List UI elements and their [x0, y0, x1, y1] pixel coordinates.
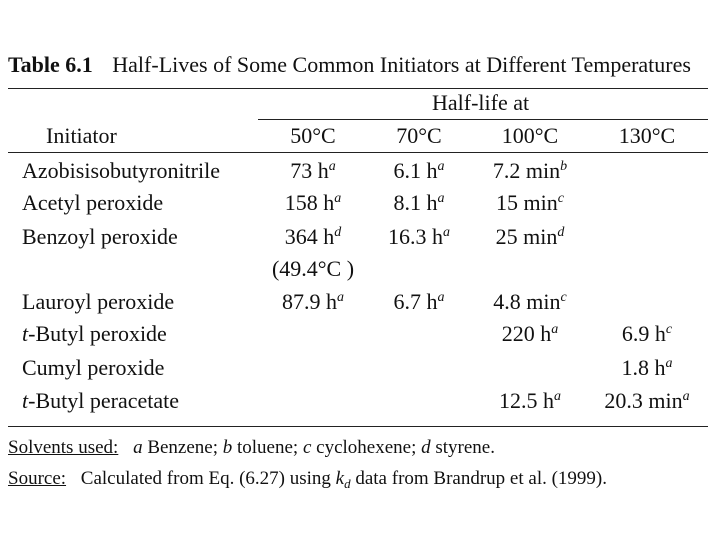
half-life-70c: 6.7 $h^a$ [393, 289, 445, 314]
table-number: Table 6.1 [8, 52, 93, 77]
source-label: Source: [8, 468, 67, 489]
half-life-100c: 12.5 $h^a$ [499, 388, 561, 413]
header-70c: 70°C [396, 123, 442, 148]
half-life-130c: 1.8 $h^a$ [621, 355, 673, 380]
table-title: Half-Lives of Some Common Initiators at Different Temperatures [112, 52, 691, 77]
half-life-50c: 87.9 $h^a$ [282, 289, 344, 314]
solvents-footnote [8, 437, 495, 459]
header-group-label: Half-life at [432, 90, 530, 115]
half-life-70c: 6.1 $h^a$ [393, 158, 445, 183]
initiator-name: Lauroyl peroxide [22, 289, 175, 314]
header-130c: 130°C [618, 123, 676, 148]
half-life-70c: 16.3 $h^a$ [388, 224, 450, 249]
initiator-name: Azobisisobutyronitrile [22, 158, 220, 183]
table-caption [8, 52, 691, 78]
initiator-name: t-Butyl peroxide [22, 321, 167, 346]
header-50c: 50°C [290, 123, 336, 148]
initiator-name: Benzoyl peroxide [22, 224, 178, 249]
source-text: Calculated from Eq. (6.27) using $k_d$ data from Brandrup et al. (1999). [80, 468, 608, 491]
half-life-130c: 20.3 $\min^a$ [604, 388, 690, 413]
half-life-100c: 7.2 $\min^b$ [492, 158, 568, 183]
solvent-item: c cyclohexene; [302, 437, 417, 458]
half-life-100c: 4.8 $\min^c$ [493, 289, 567, 314]
half-life-130c: 6.9 $h^c$ [621, 321, 673, 346]
half-life-100c: 25 $\min^d$ [495, 224, 565, 249]
initiator-name: Acetyl peroxide [22, 190, 164, 215]
source-footnote [8, 468, 607, 492]
half-life-50c: (49.4°C ) [271, 256, 355, 281]
solvent-item: d styrene. [421, 437, 495, 458]
solvent-item: b toluene; [222, 437, 299, 458]
solvents-label: Solvents used: [8, 437, 119, 458]
half-life-50c: 73 $h^a$ [290, 158, 336, 183]
half-life-100c: 15 $\min^c$ [496, 190, 564, 215]
header-initiator: Initiator [46, 123, 117, 148]
header-rule [8, 152, 708, 153]
half-life-50c: 364 $h^d$ [284, 224, 342, 249]
half-life-50c: 158 $h^a$ [284, 190, 342, 215]
group-rule [258, 119, 708, 120]
initiator-name: t-Butyl peracetate [22, 388, 179, 413]
half-life-70c: 8.1 $h^a$ [393, 190, 445, 215]
half-life-100c: 220 $h^a$ [501, 321, 559, 346]
top-rule [8, 88, 708, 89]
initiator-name: Cumyl peroxide [22, 355, 165, 380]
solvent-item: a Benzene; [133, 437, 218, 458]
bottom-rule [8, 426, 708, 427]
header-100c: 100°C [501, 123, 559, 148]
